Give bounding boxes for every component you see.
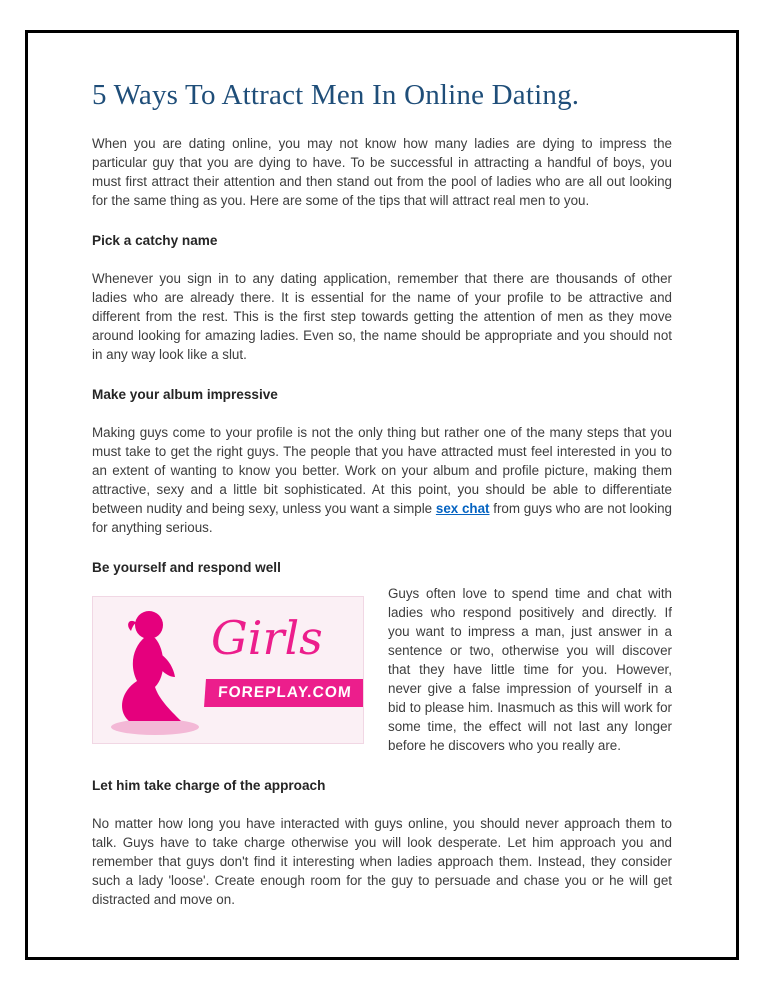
paragraph-respond-well: Guys often love to spend time and chat with ladies who respond positively and directly. If you want to impress a man, just answer in a sentence or two, otherwise you will discover that they have little time for you. However, never give a false impression of yourself in a bid to please him. Inasmuch as this will work for some time, the effect will not last any longer before he discovers who you really are.: [388, 586, 672, 753]
girls-foreplay-logo-image: [92, 596, 364, 744]
heading-let-him-take-charge: Let him take charge of the approach: [92, 778, 326, 793]
paragraph-take-charge: No matter how long you have interacted with guys online, you should never approach them to talk. Guys have to take charge otherwise you will look desperate. Let him approach you and remember that guys don't find it interesting when ladies approach them. Instead, they consider such a lady 'loose'. Create enough room for the guy to persuade and chase you or he will get distracted and move on.: [92, 816, 672, 907]
woman-silhouette-icon: [103, 605, 213, 737]
page-title: 5 Ways To Attract Men In Online Dating.: [92, 79, 580, 111]
media-row: [92, 586, 672, 755]
sex-chat-link[interactable]: sex chat: [435, 501, 490, 516]
heading-pick-a-catchy-name: Pick a catchy name: [92, 233, 218, 248]
document-page: [25, 30, 739, 960]
paragraph-catchy-name: Whenever you sign in to any dating application, remember that there are thousands of other ladies who are already there. It is essential for the name of your profile to be attractive and different from the rest. This is the first step towards getting the attention of men as they move around looking for amazing ladies. Even so, the name should be appropriate and you should not in any way look like a slut.: [92, 271, 672, 362]
logo-banner-text: FOREPLAY.COM: [204, 679, 364, 707]
heading-be-yourself-and-respond-well: Be yourself and respond well: [92, 560, 281, 575]
heading-make-your-album-impressive: Make your album impressive: [92, 387, 278, 402]
paragraph-album-impressive: [92, 423, 672, 537]
intro-paragraph: When you are dating online, you may not know how many ladies are dying to impress the particular guy that you are dying to have. To be successful in attracting a handful of boys, you must first attract their attention and then stand out from the pool of ladies who are all out looking for the same thing as you. Here are some of the tips that will attract real men to you.: [92, 136, 672, 208]
paragraph-album-text-after: from guys who are not looking for anything serious.: [92, 501, 672, 535]
paragraph-album-text-before: Making guys come to your profile is not the only thing but rather one of the many steps that you must take to get the right guys. The people that you have attracted must feel interested in you to an extent of wanting to know you better. Work on your album and profile picture, making them attractive, sexy and a little bit sophisticated. At this point, you should be able to differentiate between nudity and being sexy, unless you want a simple: [92, 425, 672, 516]
logo-script-text: Girls: [211, 611, 323, 665]
